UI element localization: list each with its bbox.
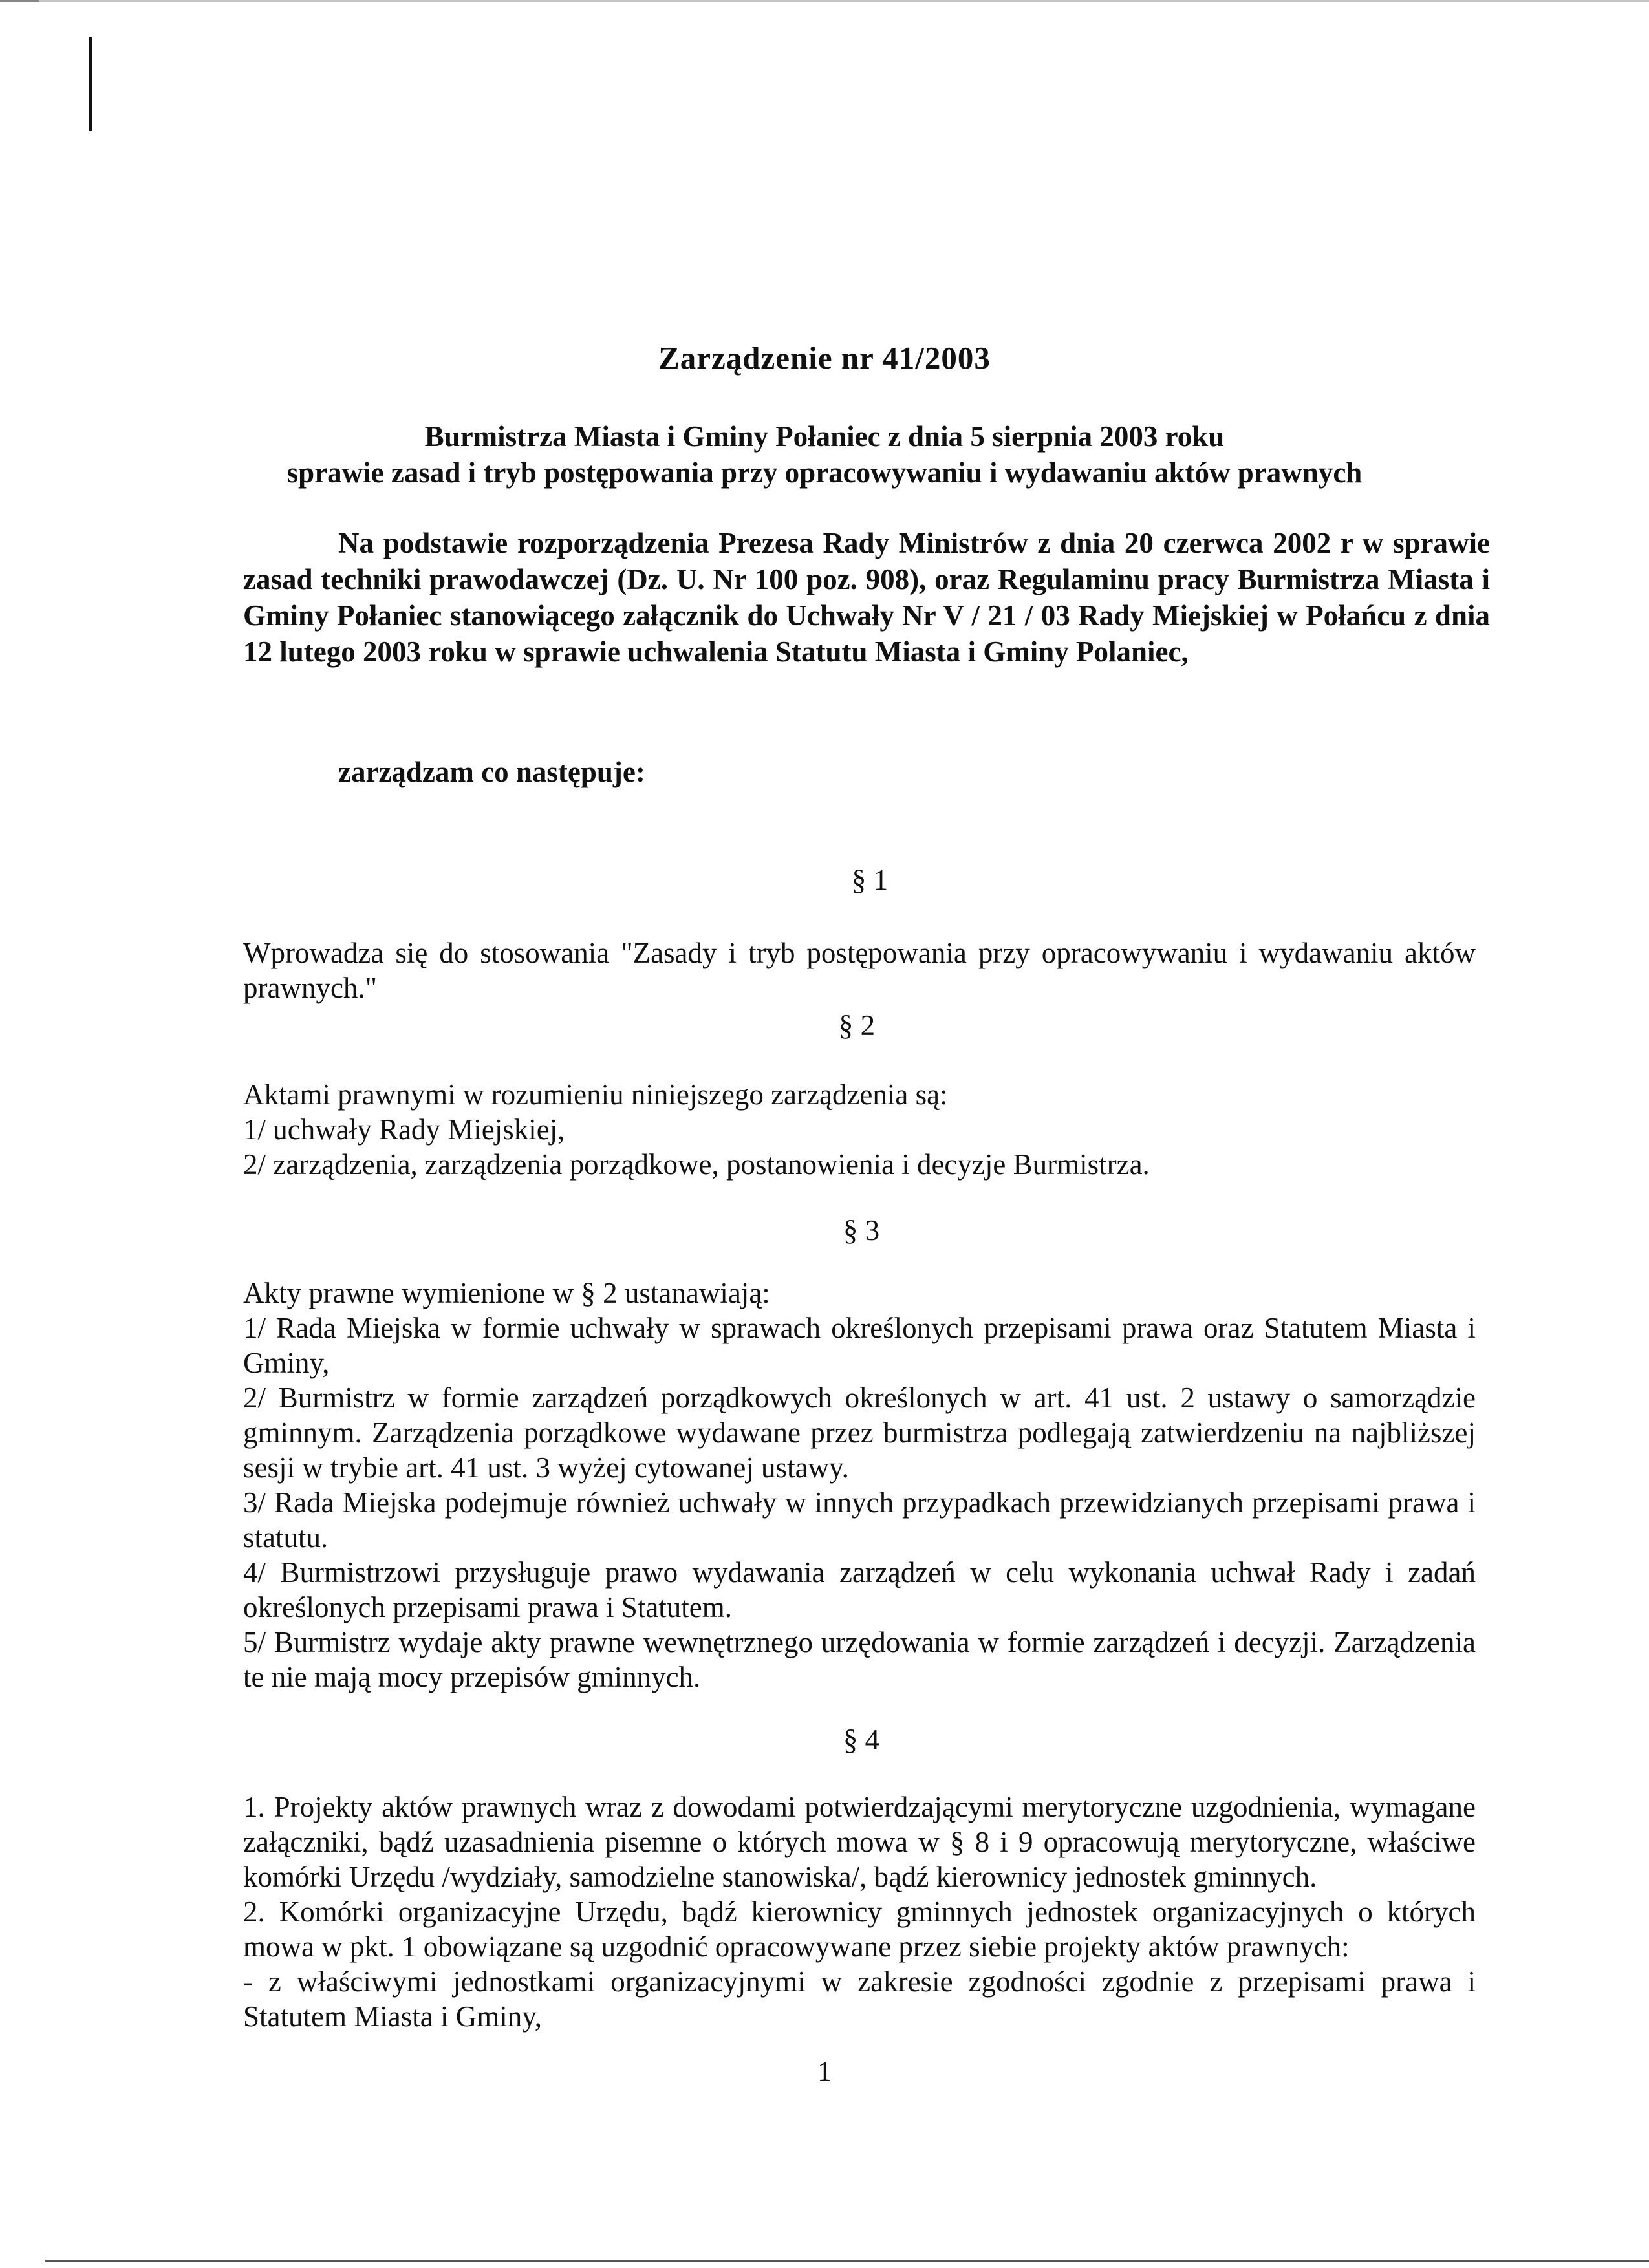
document-subtitle-line1: Burmistrza Miasta i Gminy Połaniec z dnia 5 sierpnia 2003 roku (424, 420, 1225, 453)
section-2-body (243, 1077, 1476, 1182)
section-4-mark: § 4 (843, 1724, 880, 1756)
section-1-mark: § 1 (851, 864, 889, 896)
scan-edge-top (0, 0, 1649, 2)
section-3-body (243, 1276, 1476, 1695)
section-2-mark: § 2 (838, 1009, 876, 1042)
preamble (243, 525, 1490, 670)
document-title: Zarządzenie nr 41/2003 (658, 340, 991, 376)
section-2-intro: Aktami prawnymi w rozumieniu niniejszego zarządzenia są: (243, 1078, 948, 1111)
section-1-text: Wprowadza się do stosowania "Zasady i tryb postępowania przy opracowywaniu i wydawaniu aktów prawnych." (243, 937, 1476, 1004)
section-3-mark: § 3 (843, 1214, 880, 1246)
preamble-text: Na podstawie rozporządzenia Prezesa Rady Ministrów z dnia 20 czerwca 2002 r w sprawie zasad techniki prawodawczej (Dz. U. Nr 100 poz. 908), oraz Regulaminu pracy Burmistrza Miasta i Gminy Połaniec stanowiącego załącznik do Uchwały Nr V / 21 / 03 Rady Miejskiej w Połańcu z dnia 12 lutego 2003 roku w sprawie uchwalenia Statutu Miasta i Gminy Polaniec, (243, 527, 1490, 668)
scan-edge-bottom (45, 2260, 1649, 2262)
section-4-item-2: 2. Komórki organizacyjne Urzędu, bądź kierownicy gminnych jednostek organizacyjnych o których mowa w pkt. 1 obowiązane są uzgodnić opracowywane przez siebie projekty aktów prawnych: (243, 1896, 1476, 1963)
section-3-item-2: 2/ Burmistrz w formie zarządzeń porządkowych określonych w art. 41 ust. 2 ustawy o samorządzie gminnym. Zarządzenia porządkowe wydawane przez burmistrza podlegają zatwierdzeniu na najbliższej sesji w trybie art. 41 ust. 3 wyżej cytowanej ustawy. (243, 1382, 1476, 1484)
section-2-item-1: 1/ uchwały Rady Miejskiej, (243, 1113, 565, 1146)
section-3-item-4: 4/ Burmistrzowi przysługuje prawo wydawania zarządzeń w celu wykonania uchwał Rady i zadań określonych przepisami prawa i Statutem. (243, 1556, 1476, 1623)
page-number: 1 (817, 2057, 832, 2087)
section-4-item-3: - z właściwymi jednostkami organizacyjnymi w zakresie zgodności zgodnie z przepisami prawa i Statutem Miasta i Gminy, (243, 1965, 1476, 2033)
section-4-body (243, 1790, 1476, 2034)
section-1-body (243, 936, 1476, 1005)
section-4-item-1: 1. Projekty aktów prawnych wraz z dowodami potwierdzającymi merytoryczne uzgodnienia, wymagane załączniki, bądź uzasadnienia pisemne o których mowa w § 8 i 9 opracowują merytoryczne, właściwe komórki Urzędu /wydziały, samodzielne stanowiska/, bądź kierownicy jednostek gminnych. (243, 1791, 1476, 1893)
section-2-item-2: 2/ zarządzenia, zarządzenia porządkowe, postanowienia i decyzje Burmistrza. (243, 1148, 1150, 1181)
decree-statement: zarządzam co następuje: (338, 756, 645, 788)
section-3-item-5: 5/ Burmistrz wydaje akty prawne wewnętrznego urzędowania w formie zarządzeń i decyzji. Zarządzenia te nie mają mocy przepisów gminnych. (243, 1626, 1476, 1693)
section-3-intro: Akty prawne wymienione w § 2 ustanawiają: (243, 1277, 770, 1309)
section-3-item-3: 3/ Rada Miejska podejmuje również uchwały w innych przypadkach przewidzianych przepisami prawa i statutu. (243, 1486, 1476, 1554)
document-subtitle-line2: sprawie zasad i tryb postępowania przy opracowywaniu i wydawaniu aktów prawnych (286, 456, 1363, 489)
section-3-item-1: 1/ Rada Miejska w formie uchwały w sprawach określonych przepisami prawa oraz Statutem Miasta i Gminy, (243, 1312, 1476, 1379)
margin-mark (89, 37, 92, 131)
